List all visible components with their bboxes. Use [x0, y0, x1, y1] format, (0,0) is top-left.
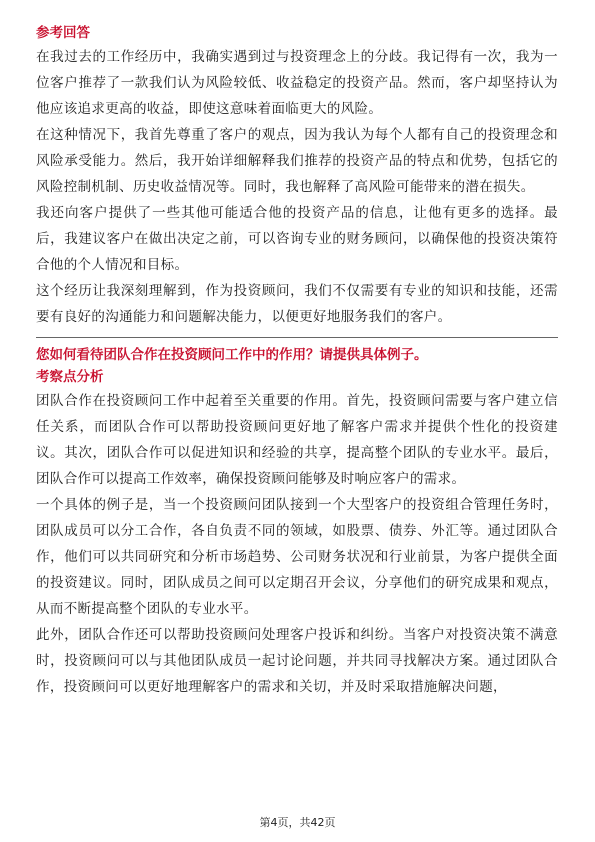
- page-number: 第4页，共42页: [259, 816, 336, 829]
- analysis-paragraph-1: 团队合作在投资顾问工作中起着至关重要的作用。首先，投资顾问需要与客户建立信任关系，而团队合作可以帮助投资顾问更好地了解客户需求并提供个性化的投资建议。其次，团队合作可以促进知识和经验的共享，提高整个团队的专业水平。最后，团队合作可以提高工作效率，确保投资顾问能够及时响应客户的需求。: [36, 393, 558, 487]
- answer-paragraph-3: 我还向客户提供了一些其他可能适合他的投资产品的信息，让他有更多的选择。最后，我建议客户在做出决定之前，可以咨询专业的财务顾问，以确保他的投资决策符合他的个人情况和目标。: [36, 205, 558, 273]
- question-heading: 您如何看待团队合作在投资顾问工作中的作用？请提供具体例子。: [36, 347, 428, 363]
- section-divider: [36, 337, 558, 338]
- analysis-heading: 考察点分析: [36, 369, 104, 385]
- answer-paragraph-1: 在我过去的工作经历中，我确实遇到过与投资理念上的分歧。我记得有一次，我为一位客户推荐了一款我们认为风险较低、收益稳定的投资产品。然而，客户却坚持认为他应该追求更高的收益，即使这意味着面临更大的风险。: [36, 49, 558, 117]
- document-page: [36, 22, 558, 700]
- answer-paragraph-4: 这个经历让我深刻理解到，作为投资顾问，我们不仅需要有专业的知识和技能，还需要有良好的沟通能力和问题解决能力，以便更好地服务我们的客户。: [36, 283, 558, 325]
- answer-paragraph-2: 在这种情况下，我首先尊重了客户的观点，因为我认为每个人都有自己的投资理念和风险承受能力。然后，我开始详细解释我们推荐的投资产品的特点和优势，包括它的风险控制机制、历史收益情况等。同时，我也解释了高风险可能带来的潜在损失。: [36, 127, 558, 195]
- analysis-paragraph-2: 一个具体的例子是，当一个投资顾问团队接到一个大型客户的投资组合管理任务时，团队成员可以分工合作，各自负责不同的领域，如股票、债券、外汇等。通过团队合作，他们可以共同研究和分析市场趋势、公司财务状况和行业前景，为客户提供全面的投资建议。同时，团队成员之间可以定期召开会议，分享他们的研究成果和观点，从而不断提高整个团队的专业水平。: [36, 497, 558, 617]
- reference-answer-heading: 参考回答: [36, 25, 90, 41]
- analysis-paragraph-3: 此外，团队合作还可以帮助投资顾问处理客户投诉和纠纷。当客户对投资决策不满意时，投资顾问可以与其他团队成员一起讨论问题，并共同寻找解决方案。通过团队合作，投资顾问可以更好地理解客户的需求和关切，并及时采取措施解决问题，: [36, 627, 558, 695]
